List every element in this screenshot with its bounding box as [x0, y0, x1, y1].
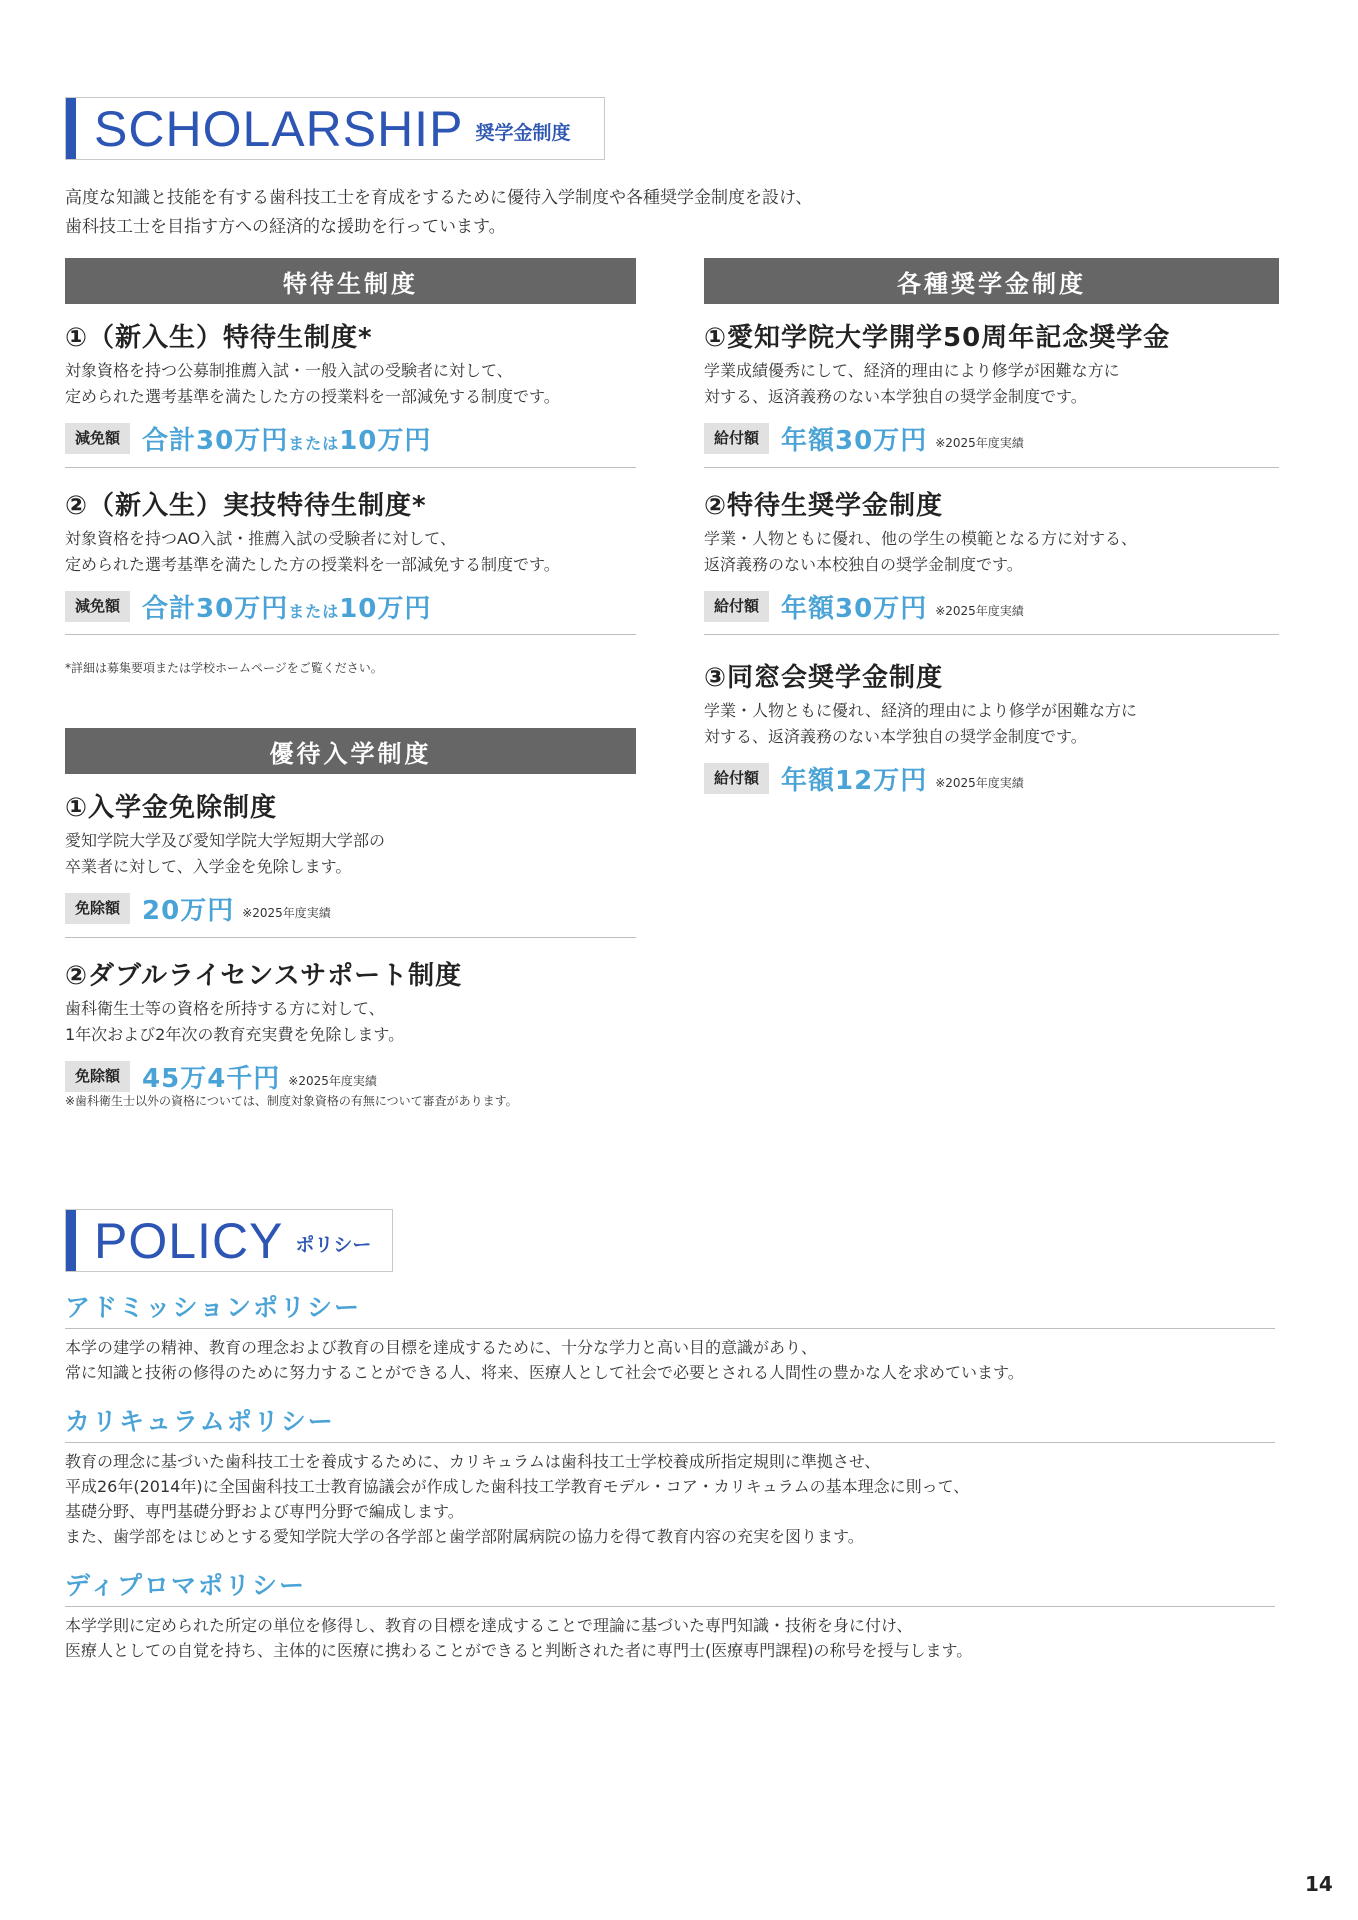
amount-badge: 給付額 — [704, 763, 769, 794]
amount-badge: 減免額 — [65, 423, 130, 454]
divider — [65, 1606, 1275, 1607]
amount-value — [142, 420, 431, 457]
item-description — [65, 828, 636, 880]
amount-row — [704, 588, 1279, 625]
desc-line: 愛知学院大学及び愛知学院大学短期大学部の — [65, 831, 386, 850]
item-description — [704, 526, 1279, 578]
divider — [65, 1442, 1275, 1443]
amount-badge: 減免額 — [65, 591, 130, 622]
amount-row — [65, 420, 636, 457]
amount-row — [65, 1058, 636, 1095]
amount-row — [65, 588, 636, 625]
body-line: また、歯学部をはじめとする愛知学院大学の各学部と歯学部附属病院の協力を得て教育内容の充実を図ります。 — [65, 1527, 864, 1546]
desc-line: 歯科衛生士等の資格を所持する方に対して、 — [65, 999, 385, 1018]
tokutai-item-2 — [65, 485, 636, 625]
amount-value: 年額30万円 — [781, 594, 928, 624]
header-accent-bar — [66, 98, 76, 159]
item-title: ②（新入生）実技特待生制度* — [65, 491, 427, 521]
body-line: 常に知識と技術の修得のために努力することができる人、将来、医療人として社会で必要とされる人間性の豊かな人を求めています。 — [65, 1363, 1024, 1382]
scholarship-header — [65, 97, 605, 160]
amount-value: 年額30万円 — [781, 426, 928, 456]
item-description — [65, 526, 636, 578]
amount-note: ※2025年度実績 — [288, 1074, 377, 1088]
desc-line: 定められた選考基準を満たした方の授業料を一部減免する制度です。 — [65, 387, 560, 406]
amount-secondary: 10万円 — [339, 594, 432, 624]
item-title: ②ダブルライセンスサポート制度 — [65, 961, 463, 991]
page-number: 14 — [1305, 1872, 1333, 1896]
diploma-policy-body — [65, 1613, 972, 1663]
desc-line: 学業・人物ともに優れ、経済的理由により修学が困難な方に — [704, 701, 1137, 720]
amount-note: ※2025年度実績 — [242, 906, 331, 920]
body-line: 本学学則に定められた所定の単位を修得し、教育の目標を達成することで理論に基づいた専門知識・技術を身に付け、 — [65, 1616, 913, 1635]
item-title: ①入学金免除制度 — [65, 793, 278, 823]
item-description — [704, 698, 1279, 750]
scholarship-intro — [65, 184, 1265, 242]
amount-badge: 免除額 — [65, 1061, 130, 1092]
amount-row — [65, 890, 636, 927]
desc-line: 定められた選考基準を満たした方の授業料を一部減免する制度です。 — [65, 555, 560, 574]
admission-policy-body — [65, 1335, 1024, 1385]
desc-line: 学業・人物ともに優れ、他の学生の模範となる方に対する、 — [704, 529, 1137, 548]
item-description — [65, 358, 636, 410]
amount-note: ※2025年度実績 — [935, 776, 1024, 790]
amount-note: ※2025年度実績 — [935, 604, 1024, 618]
amount-value: 年額12万円 — [781, 766, 928, 796]
amount-primary: 合計30万円 — [142, 594, 289, 624]
body-line: 教育の理念に基づいた歯科技工士を養成するために、カリキュラムは歯科技工士学校養成所指定規則に準拠させ、 — [65, 1452, 881, 1471]
kakushu-item-3 — [704, 657, 1279, 797]
yutai-footnote: ※歯科衛生士以外の資格については、制度対象資格の有無について審査があります。 — [65, 1094, 518, 1108]
desc-line: 対象資格を持つAO入試・推薦入試の受験者に対して、 — [65, 529, 456, 548]
item-title: ①愛知学院大学開学50周年記念奨学金 — [704, 323, 1171, 353]
amount-connector: または — [288, 434, 340, 453]
desc-line: 卒業者に対して、入学金を免除します。 — [65, 857, 352, 876]
item-title: ②特待生奨学金制度 — [704, 491, 944, 521]
kakushu-item-2 — [704, 485, 1279, 625]
body-line: 基礎分野、専門基礎分野および専門分野で編成します。 — [65, 1502, 464, 1521]
amount-row — [704, 420, 1279, 457]
header-accent-bar — [66, 1210, 76, 1271]
admission-policy-title: アドミッションポリシー — [65, 1293, 362, 1322]
amount-value: 45万4千円 — [142, 1064, 281, 1094]
item-title: ①（新入生）特待生制度* — [65, 323, 373, 353]
amount-connector: または — [288, 602, 340, 621]
kakushu-heading: 各種奨学金制度 — [704, 258, 1279, 304]
amount-value: 20万円 — [142, 896, 235, 926]
yutai-heading: 優待入学制度 — [65, 728, 636, 774]
scholarship-title-ja: 奨学金制度 — [475, 122, 571, 144]
tokutai-heading: 特待生制度 — [65, 258, 636, 304]
desc-line: 学業成績優秀にして、経済的理由により修学が困難な方に — [704, 361, 1120, 380]
item-title: ③同窓会奨学金制度 — [704, 663, 944, 693]
policy-header — [65, 1209, 393, 1272]
diploma-policy-title: ディプロマポリシー — [65, 1571, 307, 1600]
scholarship-title-en: SCHOLARSHIP — [94, 100, 464, 157]
policy-title-ja: ポリシー — [295, 1234, 372, 1256]
item-description — [65, 996, 636, 1048]
amount-value — [142, 588, 431, 625]
desc-line: 対する、返済義務のない本学独自の奨学金制度です。 — [704, 387, 1087, 406]
amount-badge: 給付額 — [704, 423, 769, 454]
desc-line: 1年次および2年次の教育充実費を免除します。 — [65, 1025, 405, 1044]
divider — [704, 634, 1279, 635]
divider — [65, 634, 636, 635]
amount-badge: 給付額 — [704, 591, 769, 622]
intro-line: 高度な知識と技能を有する歯科技工士を育成をするために優待入学制度や各種奨学金制度を設け、 — [65, 188, 813, 208]
amount-note: ※2025年度実績 — [935, 436, 1024, 450]
policy-title-en: POLICY — [94, 1212, 284, 1269]
desc-line: 対象資格を持つ公募制推薦入試・一般入試の受験者に対して、 — [65, 361, 513, 380]
divider — [704, 467, 1279, 468]
desc-line: 対する、返済義務のない本学独自の奨学金制度です。 — [704, 727, 1087, 746]
tokutai-footnote: *詳細は募集要項または学校ホームページをご覧ください。 — [65, 661, 383, 675]
divider — [65, 937, 636, 938]
amount-primary: 合計30万円 — [142, 426, 289, 456]
tokutai-item-1 — [65, 317, 636, 457]
amount-secondary: 10万円 — [339, 426, 432, 456]
body-line: 本学の建学の精神、教育の理念および教育の目標を達成するために、十分な学力と高い目的意識があり、 — [65, 1338, 818, 1357]
divider — [65, 467, 636, 468]
desc-line: 返済義務のない本校独自の奨学金制度です。 — [704, 555, 1023, 574]
yutai-item-2 — [65, 955, 636, 1095]
kakushu-item-1 — [704, 317, 1279, 457]
body-line: 医療人としての自覚を持ち、主体的に医療に携わることができると判断された者に専門士(医療専門課程)の称号を授与します。 — [65, 1641, 973, 1660]
item-description — [704, 358, 1279, 410]
divider — [65, 1328, 1275, 1329]
amount-row — [704, 760, 1279, 797]
curriculum-policy-title: カリキュラムポリシー — [65, 1407, 335, 1436]
body-line: 平成26年(2014年)に全国歯科技工士教育協議会が作成した歯科技工学教育モデル・コア・カリキュラムの基本理念に則って、 — [65, 1477, 970, 1496]
curriculum-policy-body — [65, 1449, 969, 1549]
yutai-item-1 — [65, 787, 636, 927]
intro-line: 歯科技工士を目指す方への経済的な援助を行っています。 — [65, 217, 506, 237]
amount-badge: 免除額 — [65, 893, 130, 924]
